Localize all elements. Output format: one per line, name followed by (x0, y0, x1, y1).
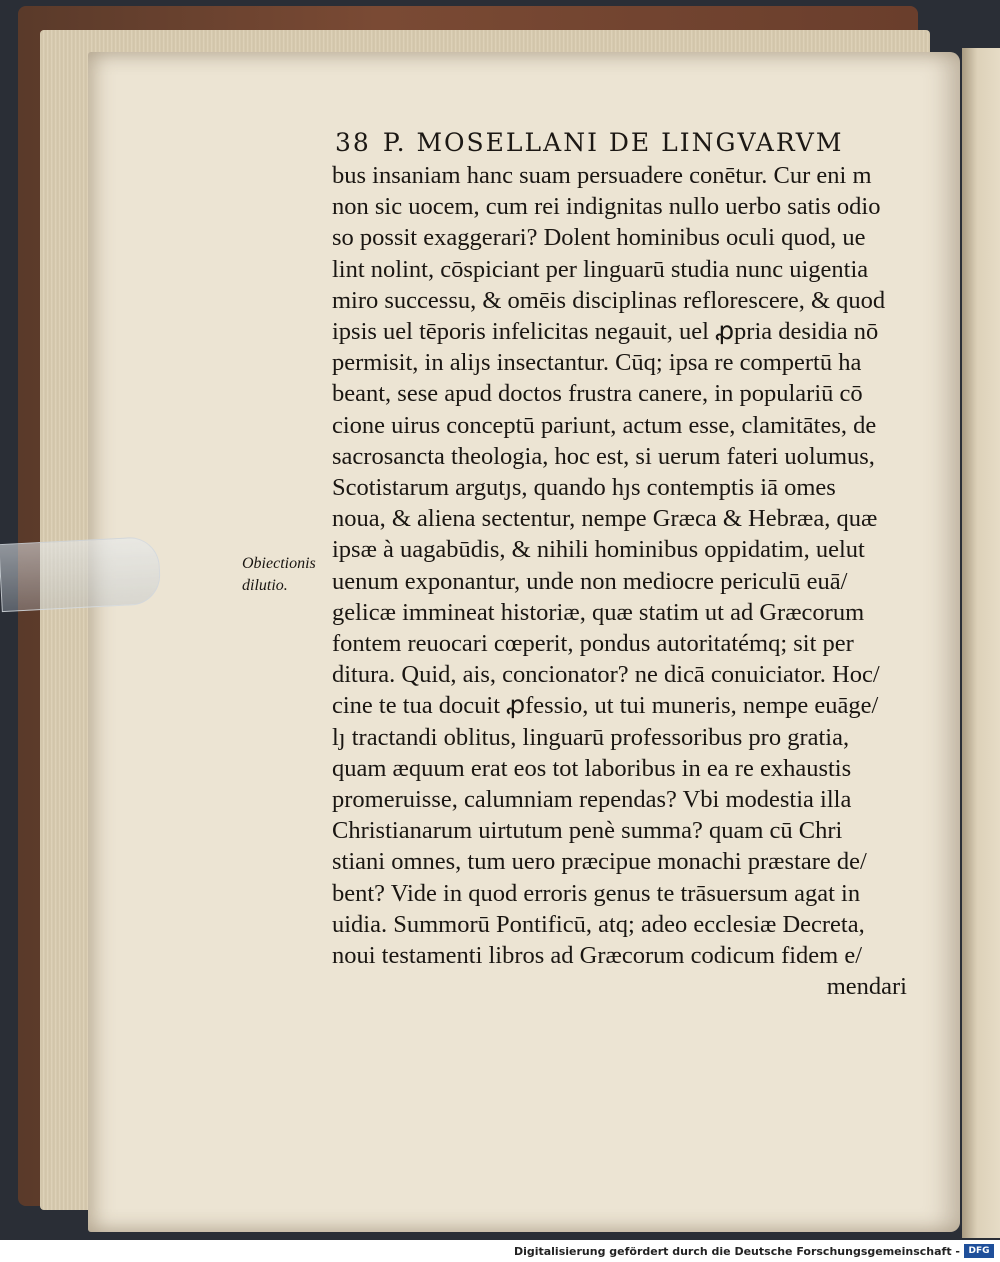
page-clip (0, 536, 162, 612)
text-line: promeruisse, calumniam rependas? Vbi modestia illa (332, 786, 852, 814)
text-line: Scotistarum argutȷs, quando hȷs contemptis iā omes (332, 474, 836, 502)
text-line: lint nolint, cōspiciant per linguarū studia nunc uigentia (332, 255, 869, 283)
marginal-note-line: dilutio. (242, 577, 288, 594)
text-line: cione uirus conceptū pariunt, actum esse, clamitātes, de (332, 411, 877, 439)
text-line: fontem reuocari cœperit, pondus autoritatémq; sit per (332, 630, 854, 658)
catchword: mendari (826, 973, 907, 1001)
running-head-title: P. MOSELLANI DE LINGVARVM (382, 128, 844, 157)
page-number: 38 (335, 128, 371, 157)
text-line: miro successu, & omēis disciplinas reflorescere, & quod (332, 286, 886, 314)
text-line: lȷ tractandi oblitus, linguarū professoribus pro gratia, (332, 723, 850, 751)
text-line: gelicæ immineat historiæ, quæ statim ut ad Græcorum (332, 598, 865, 626)
text-line: sacrosancta theologia, hoc est, si uerum fateri uolumus, (332, 442, 875, 470)
text-line: Christianarum uirtutum penè summa? quam cū Chri (332, 817, 843, 845)
text-line: beant, sese apud doctos frustra canere, in populariū cō (332, 380, 863, 408)
text-line: ipsæ à uagabūdis, & nihili hominibus oppidatim, uelut (332, 536, 865, 564)
marginal-note (242, 553, 332, 597)
text-line: uidia. Summorū Pontificū, atq; adeo ecclesiæ Decreta, (332, 910, 865, 938)
marginal-note-line: Obiectionis (242, 555, 316, 572)
text-line: so possit exaggerari? Dolent hominibus oculi quod, ue (332, 224, 866, 252)
text-line: permisit, in aliȷs insectantur. Cūq; ipsa re compertū ha (332, 349, 862, 377)
text-line: quam æquum erat eos tot laboribus in ea re exhaustis (332, 754, 852, 782)
text-line: bus insaniam hanc suam persuadere conētur. Cur eni m (332, 162, 872, 189)
dfg-logo: DFG (964, 1244, 994, 1258)
text-line: stiani omnes, tum uero præcipue monachi præstare de/ (332, 848, 867, 876)
text-line: ditura. Quid, ais, concionator? ne dicā conuiciator. Hoc/ (332, 661, 880, 689)
footer-bar (0, 1240, 1000, 1262)
text-line: non sic uocem, cum rei indignitas nullo uerbo satis odio (332, 193, 881, 221)
text-line: ipsis uel tēporis infelicitas negauit, uel ꝓpria desidia nō (332, 318, 879, 346)
footer-credit: Digitalisierung gefördert durch die Deutsche Forschungsgemeinschaft - (513, 1245, 960, 1258)
body-text (332, 160, 907, 1002)
facing-page-edge (962, 48, 1000, 1238)
text-line: bent? Vide in quod erroris genus te trāsuersum agat in (332, 879, 861, 907)
text-line: cine te tua docuit ꝓfessio, ut tui muneris, nempe euāge/ (332, 692, 879, 720)
running-head (335, 128, 855, 157)
text-line: uenum exponantur, unde non mediocre periculū euā/ (332, 567, 848, 595)
text-line: noui testamenti libros ad Græcorum codicum fidem e/ (332, 942, 863, 970)
text-line: noua, & aliena sectentur, nempe Græca & Hebræa, quæ (332, 505, 878, 533)
